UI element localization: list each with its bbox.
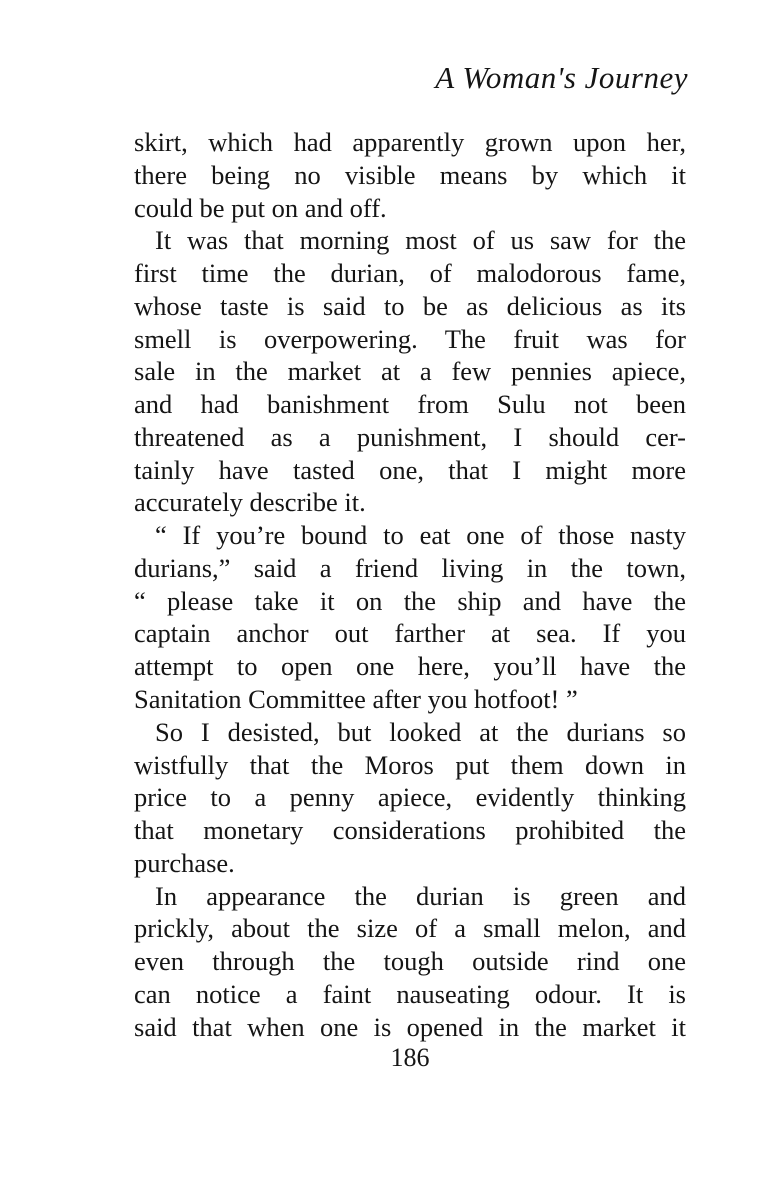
text-line: that monetary considerations prohibited the [134, 815, 686, 846]
text-line: accurately describe it. [134, 487, 366, 518]
text-line: could be put on and off. [134, 192, 387, 223]
text-line: prickly, about the size of a small melon, and [134, 913, 686, 944]
text-line: purchase. [134, 847, 235, 878]
text-line: can notice a faint nauseating odour. It is [134, 978, 686, 1009]
text-line: durians,” said a friend living in the town, [134, 552, 686, 583]
text-line: threatened as a punishment, I should cer- [134, 421, 686, 452]
text-line: first time the durian, of malodorous fame, [134, 258, 686, 289]
text-line: and had banishment from Sulu not been [134, 389, 686, 420]
text-line: whose taste is said to be as delicious as its [134, 290, 686, 321]
text-line: It was that morning most of us saw for the [155, 225, 686, 256]
text-line: smell is overpowering. The fruit was for [134, 323, 686, 354]
text-line: skirt, which had apparently grown upon her, [134, 127, 686, 157]
text-line: tainly have tasted one, that I might more [134, 454, 686, 485]
text-line: Sanitation Committee after you hotfoot! ” [134, 684, 578, 715]
page-number: 186 [390, 1043, 430, 1072]
text-line: there being no visible means by which it [134, 159, 686, 190]
text-line: “ If you’re bound to eat one of those nasty [155, 520, 686, 551]
text-line: In appearance the durian is green and [155, 880, 686, 911]
text-line: captain anchor out farther at sea. If you [134, 618, 686, 649]
text-line: “ please take it on the ship and have the [134, 585, 686, 616]
text-line: wistfully that the Moros put them down in [134, 749, 686, 780]
text-line: So I desisted, but looked at the durians so [155, 716, 686, 747]
text-line: sale in the market at a few pennies apiece, [134, 356, 686, 387]
running-head-title: A Woman's Journey [435, 60, 688, 95]
text-line: price to a penny apiece, evidently thinking [134, 782, 686, 813]
text-line: said that when one is opened in the market it [134, 1011, 686, 1042]
text-line: attempt to open one here, you’ll have the [134, 651, 686, 682]
body-text [134, 126, 686, 1043]
text-line: even through the tough outside rind one [134, 946, 686, 977]
